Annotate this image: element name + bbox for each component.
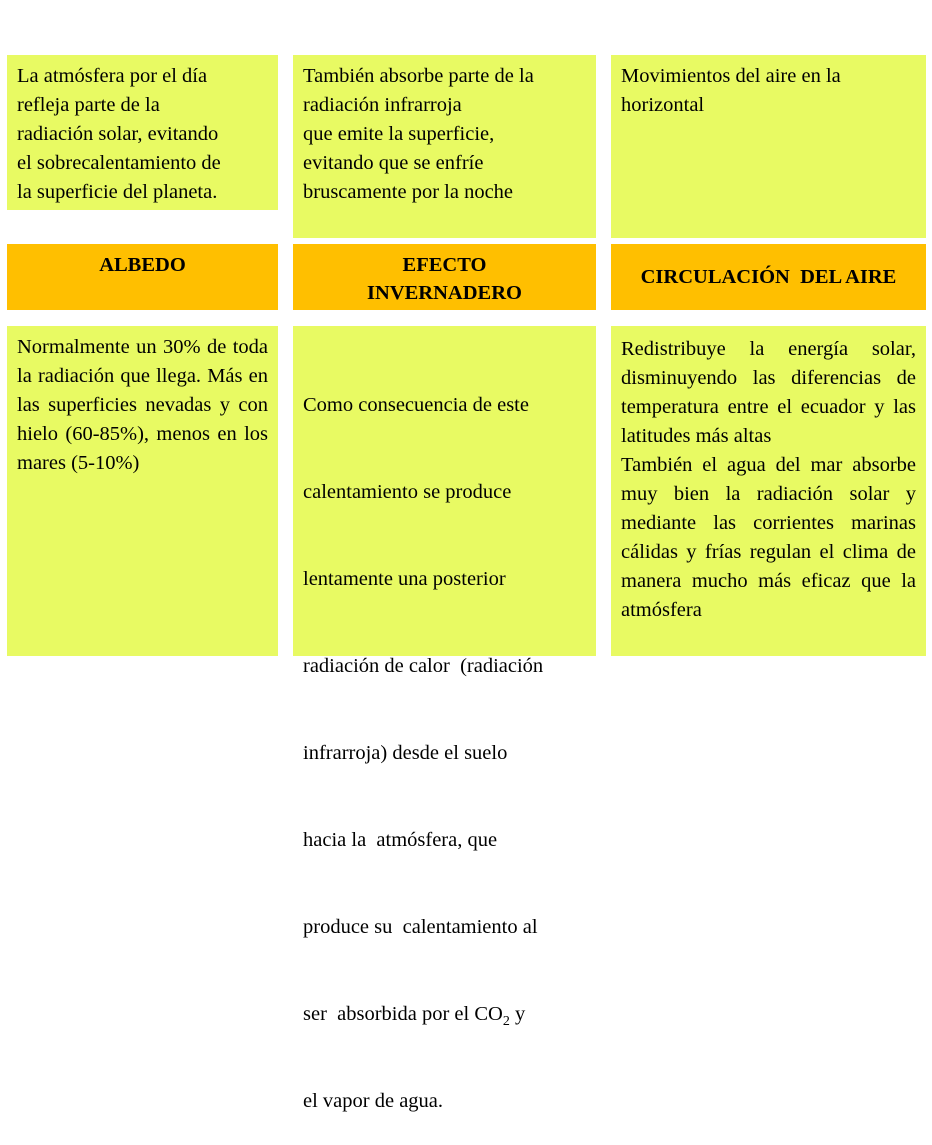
title-line: INVERNADERO [367, 282, 522, 304]
text-line: La atmósfera por el día [17, 65, 208, 87]
circulacion-detail-box [611, 326, 926, 656]
text-line: También absorbe parte de la [303, 65, 534, 87]
circulacion-header [611, 244, 926, 310]
text-line: horizontal [621, 94, 705, 116]
title-line: EFECTO [402, 254, 487, 276]
text-line: Como consecuencia de este [303, 394, 529, 416]
co2-suffix: y [509, 1003, 526, 1025]
albedo-header [7, 244, 278, 310]
efecto-invernadero-title [367, 251, 522, 307]
text-line: radiación infrarroja [303, 94, 462, 116]
co2-subscript: 2 [502, 1014, 510, 1030]
text-line: radiación solar, evitando [17, 123, 219, 145]
albedo-title: ALBEDO [99, 254, 186, 276]
text-line: calentamiento se produce [303, 481, 512, 503]
circulacion-description-box [611, 55, 926, 238]
efecto-invernadero-description-box [293, 55, 596, 238]
efecto-invernadero-header [293, 244, 596, 310]
co2-prefix: ser absorbida por el CO [303, 1003, 503, 1025]
circulacion-detail-paragraph-1: Redistribuye la energía solar, disminuyendo las diferencias de temperatura entre el ecuador y las latitudes más altas [621, 338, 916, 447]
text-line: lentamente una posterior [303, 568, 506, 590]
albedo-detail-text: Normalmente un 30% de toda la radiación que llega. Más en las superficies nevadas y con hielo (60-85%), menos en los mares (5-10%) [17, 336, 268, 474]
text-line: hacia la atmósfera, que [303, 829, 498, 851]
text-line: el vapor de agua. [303, 1090, 444, 1112]
text-line: la superficie del planeta. [17, 181, 218, 203]
text-line [303, 1000, 586, 1029]
text-line: el sobrecalentamiento de [17, 152, 221, 174]
circulacion-title: CIRCULACIÓN DEL AIRE [640, 266, 897, 288]
circulacion-detail-paragraph-2: También el agua del mar absorbe muy bien la radiación solar y mediante las corrientes marinas cálidas y frías regulan el clima de manera mucho más eficaz que la atmósfera [621, 454, 916, 621]
efecto-invernadero-detail-box [293, 326, 596, 1112]
text-line: que emite la superficie, [303, 123, 495, 145]
text-line: refleja parte de la [17, 94, 160, 116]
text-line: radiación de calor (radiación [303, 655, 544, 677]
albedo-detail-box [7, 326, 278, 656]
text-line: produce su calentamiento al [303, 916, 538, 938]
albedo-description-box [7, 55, 278, 210]
text-line: infrarroja) desde el suelo [303, 742, 508, 764]
text-line: bruscamente por la noche [303, 181, 514, 203]
text-line: evitando que se enfríe [303, 152, 484, 174]
text-line: Movimientos del aire en la [621, 65, 841, 87]
